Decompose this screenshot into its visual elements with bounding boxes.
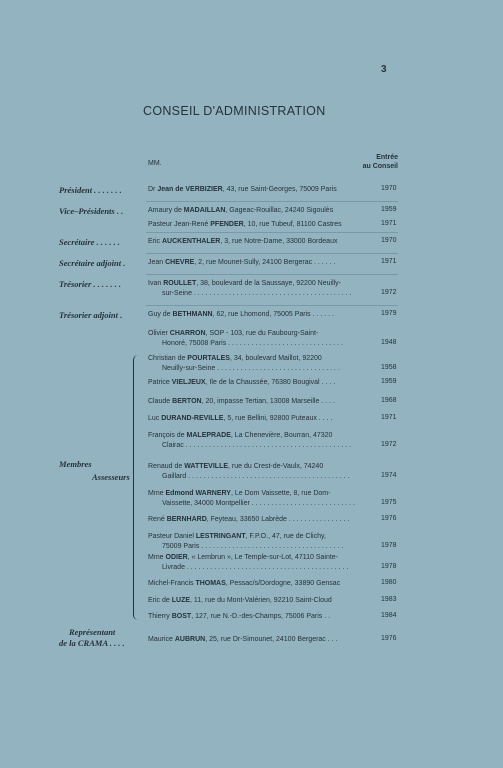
member-entry xyxy=(148,462,374,482)
label-tresorier: Trésorier . . . . . . . xyxy=(59,279,122,289)
member-address: , Ile de la Chaussée, 76380 Bougival . . . . xyxy=(205,379,336,386)
member-address: , « Lembrun », Le Temple-sur-Lot, 47110 Sainte- xyxy=(187,554,339,561)
member-entry xyxy=(148,279,374,299)
label-membres: Membres xyxy=(59,459,92,469)
divider xyxy=(146,253,398,254)
entry-year: 1975 xyxy=(381,499,397,506)
member-prefix: Ivan xyxy=(148,280,164,287)
assesseurs-brace xyxy=(133,355,138,620)
member-name: VIELJEUX xyxy=(171,379,206,386)
member-name: LUZE xyxy=(171,597,191,604)
member-entry-line1 xyxy=(148,220,374,230)
member-address: , 25, rue Dr-Simounet, 24100 Bergerac . . . xyxy=(205,636,338,643)
member-entry-line2: sur-Seine . . . . . . . . . . . . . . . . . . . . . . . . . . . . . . . . . . . . . . . . . xyxy=(162,290,352,297)
entry-year: 1983 xyxy=(381,596,397,603)
entry-year: 1972 xyxy=(381,441,397,448)
entry-year: 1958 xyxy=(381,364,397,371)
member-entry xyxy=(148,553,374,573)
entry-year: 1970 xyxy=(381,237,397,244)
member-address: , 20, impasse Tertian, 13008 Marseille . . . . xyxy=(201,398,335,405)
label-representant-line2: de la CRAMA . . . . xyxy=(59,638,125,648)
member-name: AUBRUN xyxy=(174,636,206,643)
member-address: , 11, rue du Mont-Valérien, 92210 Saint-Cloud xyxy=(190,597,332,604)
member-entry-line1 xyxy=(148,279,374,289)
member-entry-line1 xyxy=(148,612,374,622)
member-name: LESTRINGANT xyxy=(195,533,246,540)
member-address: , 5, rue Bellini, 92800 Puteaux . . . . xyxy=(223,415,333,422)
entry-year: 1974 xyxy=(381,472,397,479)
entry-year: 1972 xyxy=(381,289,397,296)
entry-year: 1968 xyxy=(381,397,397,404)
member-entry xyxy=(148,532,374,552)
member-address: , F.P.O., 47, rue de Clichy, xyxy=(245,533,326,540)
member-entry xyxy=(148,354,374,374)
member-prefix: Claude xyxy=(148,398,173,405)
member-entry xyxy=(148,635,374,645)
divider xyxy=(146,201,398,202)
member-prefix: Mme xyxy=(148,554,166,561)
member-name: DURAND-REVILLE xyxy=(161,415,224,422)
member-address: , La Chenevière, Bourran, 47320 xyxy=(230,432,333,439)
member-address: , Le Dom Vaissette, 8, rue Dom- xyxy=(230,490,331,497)
divider xyxy=(146,274,398,275)
member-prefix: Guy de xyxy=(148,311,173,318)
member-entry xyxy=(148,220,374,230)
member-address: , 34, boulevard Maillot, 92200 xyxy=(229,355,322,362)
member-entry xyxy=(148,310,374,320)
member-address: , rue du Crest-de-Vaulx, 74240 xyxy=(228,463,324,470)
member-entry-line1 xyxy=(148,258,374,268)
member-entry-line1 xyxy=(148,354,374,364)
divider xyxy=(146,305,398,306)
member-prefix: René xyxy=(148,516,167,523)
page-number: 3 xyxy=(381,64,387,75)
entry-year: 1984 xyxy=(381,612,397,619)
member-prefix: Patrice xyxy=(148,379,172,386)
member-entry xyxy=(148,329,374,349)
member-entry-line1 xyxy=(148,206,374,216)
entry-year: 1976 xyxy=(381,635,397,642)
member-prefix: Eric xyxy=(148,238,162,245)
member-address: , 2, rue Mounet-Sully, 24100 Bergerac . . . . . . xyxy=(194,259,336,266)
member-entry-line2: Livrade . . . . . . . . . . . . . . . . . . . . . . . . . . . . . . . . . . . . . . . . . . xyxy=(162,564,349,571)
member-prefix: Eric de xyxy=(148,597,172,604)
member-entry xyxy=(148,489,374,509)
member-name: MADAILLAN xyxy=(183,207,226,214)
member-entry-line1 xyxy=(148,553,374,563)
member-address: , 10, rue Tubeuf, 81100 Castres xyxy=(243,221,342,228)
member-address: , 62, rue Lhomond, 75005 Paris . . . . . . xyxy=(212,311,334,318)
header-mm: MM. xyxy=(148,160,162,167)
member-name: PFENDER xyxy=(210,221,244,228)
member-entry-line1 xyxy=(148,462,374,472)
member-entry-line1 xyxy=(148,579,374,589)
member-name: POURTALES xyxy=(187,355,230,362)
member-entry xyxy=(148,185,374,195)
label-secretaire: Secrétaire . . . . . . xyxy=(59,237,120,247)
member-name: AUCKENTHALER xyxy=(162,238,221,245)
member-entry-line1 xyxy=(148,310,374,320)
member-entry xyxy=(148,612,374,622)
member-name: BETHMANN xyxy=(172,311,213,318)
divider xyxy=(146,232,398,233)
member-prefix: Maurice xyxy=(148,636,175,643)
member-entry-line1 xyxy=(148,596,374,606)
label-representant-line1: Représentant xyxy=(69,627,116,637)
member-name: CHEVRE xyxy=(165,259,195,266)
entry-year: 1976 xyxy=(381,515,397,522)
member-prefix: Pasteur Daniel xyxy=(148,533,196,540)
member-entry-line2: Honoré, 75008 Paris . . . . . . . . . . . . . . . . . . . . . . . . . . . . . . xyxy=(162,340,343,347)
member-entry-line1 xyxy=(148,489,374,499)
entry-year: 1948 xyxy=(381,339,397,346)
member-address: , 43, rue Saint-Georges, 75009 Paris xyxy=(222,186,337,193)
member-name: ROULLET xyxy=(163,280,197,287)
member-prefix: Mme xyxy=(148,490,166,497)
member-prefix: Christian de xyxy=(148,355,188,362)
member-name: BERTON xyxy=(172,398,202,405)
member-entry xyxy=(148,258,374,268)
member-name: MALEPRADE xyxy=(186,432,231,439)
member-entry-line1 xyxy=(148,185,374,195)
member-prefix: Thierry xyxy=(148,613,172,620)
member-entry xyxy=(148,579,374,589)
member-prefix: Olivier xyxy=(148,330,170,337)
entry-year: 1978 xyxy=(381,542,397,549)
member-prefix: Luc xyxy=(148,415,162,422)
header-entree xyxy=(363,153,398,171)
member-name: BERNHARD xyxy=(166,516,207,523)
member-entry-line2: Neuilly-sur-Seine . . . . . . . . . . . . . . . . . . . . . . . . . . . . . . . . xyxy=(162,365,340,372)
member-entry xyxy=(148,237,374,247)
member-name: WATTEVILLE xyxy=(184,463,229,470)
member-name: CHARRON xyxy=(169,330,206,337)
header-entree-line1: Entrée xyxy=(376,154,398,161)
member-prefix: Michel-Francis xyxy=(148,580,196,587)
member-entry xyxy=(148,515,374,525)
member-entry-line1 xyxy=(148,378,374,388)
member-address: , 38, boulevard de la Saussaye, 92200 Neuilly- xyxy=(196,280,342,287)
entry-year: 1971 xyxy=(381,258,397,265)
entry-year: 1979 xyxy=(381,310,397,317)
member-entry-line1 xyxy=(148,515,374,525)
label-secretaire-adjoint: Secrétaire adjoint . xyxy=(59,258,126,268)
page-title: CONSEIL D'ADMINISTRATION xyxy=(143,104,326,118)
member-entry xyxy=(148,397,374,407)
member-prefix: Amaury de xyxy=(148,207,184,214)
member-name: BOST xyxy=(171,613,192,620)
entry-year: 1970 xyxy=(381,185,397,192)
member-prefix: François de xyxy=(148,432,187,439)
member-entry-line1 xyxy=(148,635,374,645)
entry-year: 1971 xyxy=(381,414,397,421)
member-prefix: Jean xyxy=(148,259,166,266)
member-entry-line1 xyxy=(148,431,374,441)
member-entry-line1 xyxy=(148,532,374,542)
member-address: , 127, rue N.-D.-des-Champs, 75006 Paris . . xyxy=(191,613,331,620)
member-address: , Gageac-Rouillac, 24240 Sigoulès xyxy=(225,207,334,214)
member-entry-line2: Gaillard . . . . . . . . . . . . . . . . . . . . . . . . . . . . . . . . . . . . . . . . . . xyxy=(162,473,350,480)
member-entry xyxy=(148,414,374,424)
member-entry-line1 xyxy=(148,237,374,247)
member-entry-line2: Clairac . . . . . . . . . . . . . . . . . . . . . . . . . . . . . . . . . . . . . . . . . . . xyxy=(162,442,352,449)
member-prefix: Pasteur Jean-René xyxy=(148,221,211,228)
member-entry-line2: 75009 Paris . . . . . . . . . . . . . . . . . . . . . . . . . . . . . . . . . . . . . xyxy=(162,543,344,550)
label-tresorier-adjoint: Trésorier adjoint . xyxy=(59,310,123,320)
member-address: , 3, rue Notre-Dame, 33000 Bordeaux xyxy=(220,238,338,245)
member-entry xyxy=(148,378,374,388)
entry-year: 1971 xyxy=(381,220,397,227)
entry-year: 1959 xyxy=(381,378,397,385)
member-prefix: Renaud de xyxy=(148,463,185,470)
member-address: , Feyteau, 33650 Labrède . . . . . . . . . . . . . . . . xyxy=(206,516,350,523)
member-name: Jean de VERBIZIER xyxy=(157,186,223,193)
member-address: , Pessac/s/Dordogne, 33890 Gensac xyxy=(225,580,341,587)
member-entry xyxy=(148,206,374,216)
member-prefix: Dr xyxy=(148,186,158,193)
label-assesseurs: Assesseurs xyxy=(92,472,130,482)
member-name: THOMAS xyxy=(195,580,226,587)
member-name: Edmond WARNERY xyxy=(165,490,231,497)
member-entry-line2: Vaissette, 34000 Montpellier . . . . . . . . . . . . . . . . . . . . . . . . . . . xyxy=(162,500,355,507)
member-entry xyxy=(148,431,374,451)
entry-year: 1959 xyxy=(381,206,397,213)
member-address: , SOP - 103, rue du Faubourg-Saint- xyxy=(205,330,319,337)
entry-year: 1978 xyxy=(381,563,397,570)
member-entry xyxy=(148,596,374,606)
member-entry-line1 xyxy=(148,397,374,407)
member-entry-line1 xyxy=(148,329,374,339)
header-entree-line2: au Conseil xyxy=(362,163,398,170)
entry-year: 1980 xyxy=(381,579,397,586)
label-vice-presidents: Vice–Présidents . . xyxy=(59,206,124,216)
member-entry-line1 xyxy=(148,414,374,424)
member-name: ODIER xyxy=(165,554,188,561)
label-president: Président . . . . . . . xyxy=(59,185,122,195)
